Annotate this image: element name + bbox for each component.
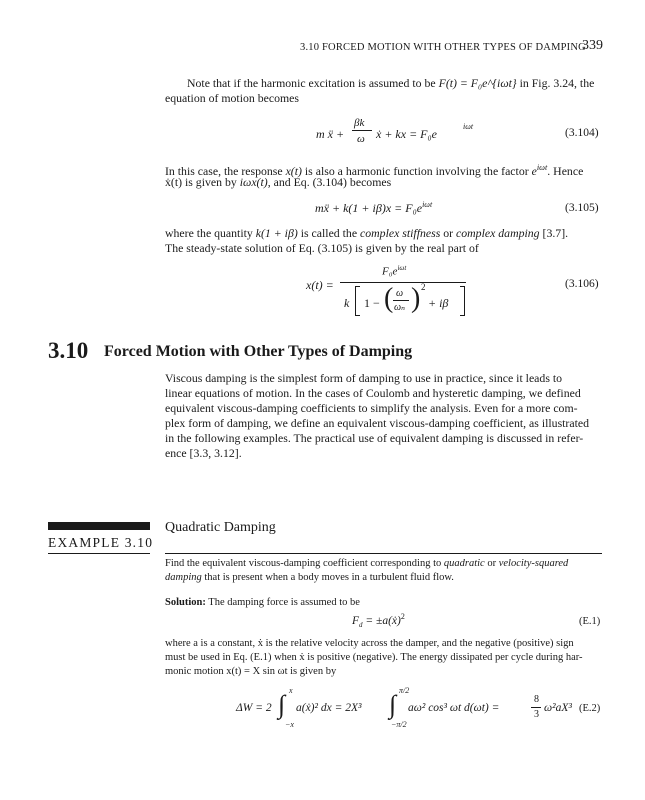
equation-label-e1: (E.1) xyxy=(579,616,601,627)
section-line: in the following examples. The practical use of equivalent damping is discussed in refer- xyxy=(165,431,584,445)
equation-e1: $F_d$ = ±a(ẋ)$^2$ xyxy=(352,612,405,630)
example-para-line: where a is a constant, ẋ is the relative velocity across the damper, and the negative (positive) sign xyxy=(165,638,574,649)
example-rule-right xyxy=(165,553,602,554)
intro-line-1: Note that if the harmonic excitation is assumed to be F(t) = F₀e^{iωt} in Fig. 3.24, the xyxy=(187,76,595,90)
section-body xyxy=(165,371,605,461)
intro-line-2: equation of motion becomes xyxy=(165,91,299,105)
para2-line-2: ẋ(t) is given by iωx(t), and Eq. (3.104) becomes xyxy=(165,175,392,189)
example-para-line: monic motion x(t) = X sin ωt is given by xyxy=(165,666,337,677)
section-line: Viscous damping is the simplest form of damping to use in practice, since it leads to xyxy=(165,371,563,385)
example-para-line: must be used in Eq. (E.1) when ẋ is positive (negative). The energy dissipated per cycle during har- xyxy=(165,652,583,663)
page-number: 339 xyxy=(582,38,603,53)
running-header: 3.10 FORCED MOTION WITH OTHER TYPES OF DAMPING xyxy=(300,42,586,53)
para3-line-1: where the quantity k(1 + iβ) is called the complex stiffness or complex damping [3.7]. xyxy=(165,226,569,240)
example-rule-left xyxy=(48,553,150,554)
example-bar xyxy=(48,522,150,530)
example-problem: Find the equivalent viscous-damping coefficient corresponding to quadratic or velocity-squared damping that is present when a body moves in a turbulent fluid flow. xyxy=(165,558,569,583)
section-number: 3.10 xyxy=(48,338,89,363)
section-line: linear equations of motion. In the cases of Coulomb and hysteretic damping, we defined xyxy=(165,386,581,400)
example-paragraph xyxy=(165,637,610,679)
section-line: ence [3.3, 3.12]. xyxy=(165,446,242,460)
para3-line-2: The steady-state solution of Eq. (3.105) is given by the real part of xyxy=(165,241,479,255)
equation-3-104: m ẍ + βk ω ẋ + kx = F₀e iωt xyxy=(316,117,474,145)
equation-3-106: x(t) = $F_0e^{i\omega t}$ k 1 − ( ω ωₙ ) 2 + iβ xyxy=(300,264,480,324)
section-line: equivalent viscous-damping coefficients to simplify the analysis. Even for a more com- xyxy=(165,401,578,415)
example-label: EXAMPLE 3.10 xyxy=(48,535,154,550)
equation-label-3-105: (3.105) xyxy=(565,202,599,214)
equation-e2: ΔW = 2 ∫ x −x a(ẋ)² dx = 2X³ ∫ π/2 −π/2 aω² cos³ ωt d(ωt) = 8 3 ω²aX³ xyxy=(236,686,572,729)
solution-label: Solution: xyxy=(165,597,206,608)
section-line: plex form of damping, we define an equivalent viscous-damping coefficient, as illustrated xyxy=(165,416,590,430)
equation-label-3-106: (3.106) xyxy=(565,278,599,290)
section-title: Forced Motion with Other Types of Damping xyxy=(104,343,413,360)
para2-line-1: In this case, the response x(t) is also a harmonic function involving the factor $e^{i\omega t}$. Hence xyxy=(165,163,584,178)
equation-label-3-104: (3.104) xyxy=(565,127,599,139)
equation-3-105: mẍ + $k(1 + i\beta)x = F_0e^{i\omega t}$ xyxy=(315,200,433,215)
equation-label-e2: (E.2) xyxy=(579,703,601,714)
solution-line: Solution: The damping force is assumed to be xyxy=(165,597,360,608)
example-title: Quadratic Damping xyxy=(165,520,276,535)
